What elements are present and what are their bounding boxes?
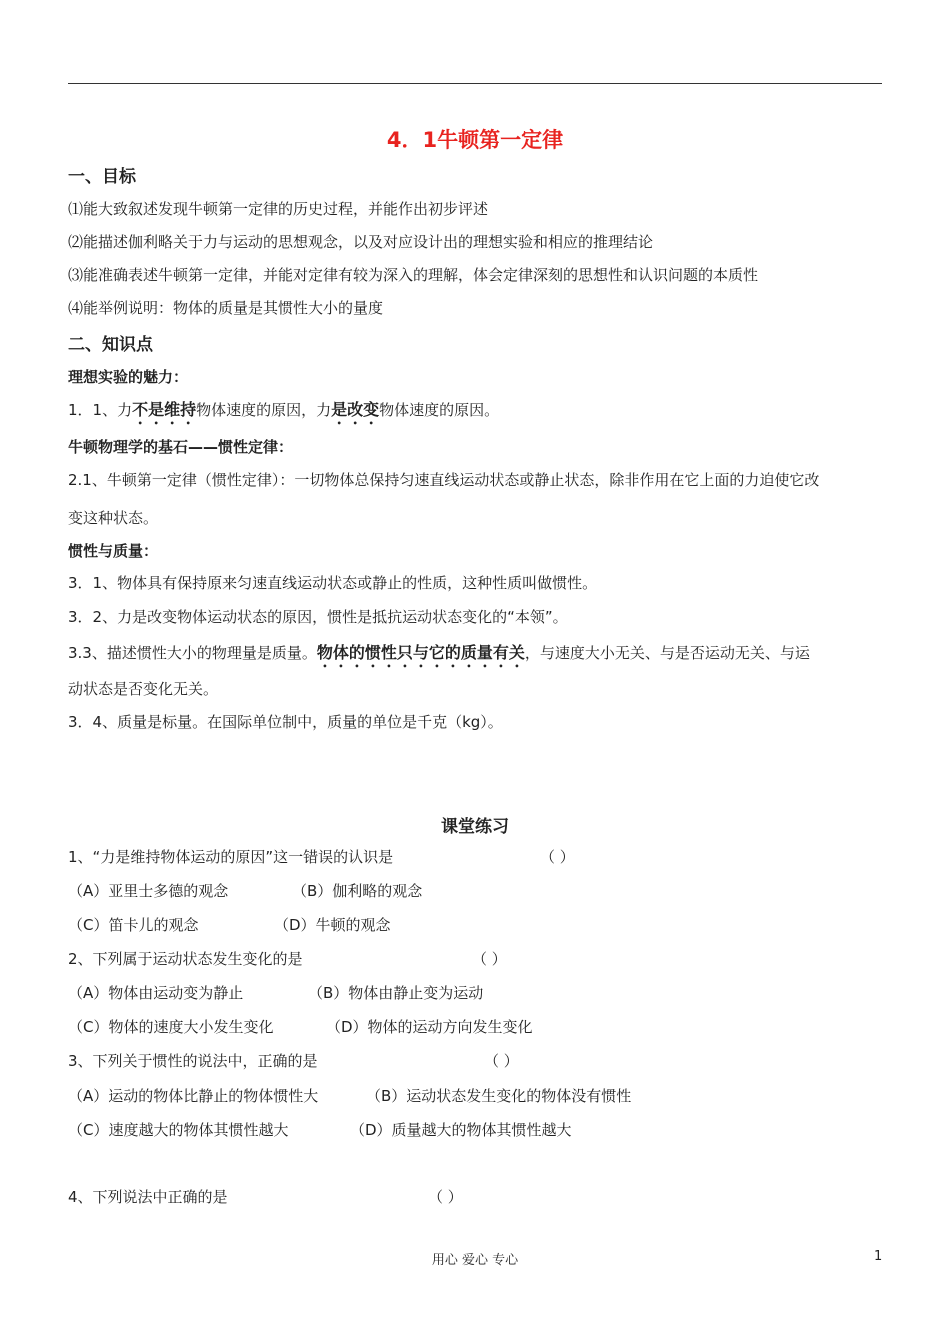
q1-option-b[interactable]: （B）伽利略的观念 [292, 882, 423, 900]
emphasis-text: 是改变 [331, 400, 380, 419]
q3-option-d[interactable]: （D）质量越大的物体其惯性越大 [350, 1121, 572, 1139]
page-title: 4．1牛顿第一定律 [386, 128, 564, 152]
text-span: 1．1、力 [68, 401, 133, 419]
q3-option-c[interactable]: （C）速度越大的物体其惯性越大 [68, 1121, 289, 1139]
question-4-stem: 4、下列说法中正确的是 [68, 1188, 228, 1206]
answer-blank-3[interactable]: （ ） [484, 1052, 519, 1070]
q1-option-d[interactable]: （D）牛顿的观念 [274, 916, 391, 934]
question-3-stem: 3、下列关于惯性的说法中，正确的是 [68, 1052, 318, 1070]
question-2-stem: 2、下列属于运动状态发生变化的是 [68, 950, 303, 968]
text-span: 物体速度的原因。 [379, 401, 500, 419]
page-number: 1 [874, 1249, 883, 1264]
goal-item-4: ⑷能举例说明：物体的质量是其惯性大小的量度 [68, 299, 384, 317]
goal-item-1: ⑴能大致叙述发现牛顿第一定律的历史过程，并能作出初步评述 [68, 200, 489, 218]
knowledge-point-3-2: 3．2、力是改变物体运动状态的原因，惯性是抵抗运动状态变化的“本领”。 [68, 608, 568, 626]
knowledge-point-3-3-line2: 动状态是否变化无关。 [68, 680, 219, 698]
question-1-stem: 1、“力是维持物体运动的原因”这一错误的认识是 [68, 848, 394, 866]
q2-option-d[interactable]: （D）物体的运动方向发生变化 [326, 1018, 533, 1036]
answer-blank-2[interactable]: （ ） [472, 950, 507, 968]
text-span: 物体速度的原因，力 [196, 401, 332, 419]
subheading-ideal-experiment: 理想实验的魅力： [68, 368, 189, 386]
answer-blank-4[interactable]: （ ） [428, 1188, 463, 1206]
goal-item-2: ⑵能描述伽利略关于力与运动的思想观念，以及对应设计出的理想实验和相应的推理结论 [68, 233, 654, 251]
knowledge-point-3-3 [68, 640, 810, 671]
q1-option-a[interactable]: （A）亚里士多德的观念 [68, 882, 229, 900]
knowledge-point-3-1: 3．1、物体具有保持原来匀速直线运动状态或静止的性质，这种性质叫做惯性。 [68, 574, 598, 592]
q2-option-a[interactable]: （A）物体由运动变为静止 [68, 984, 244, 1002]
knowledge-point-3-4: 3．4、质量是标量。在国际单位制中，质量的单位是千克（kg）。 [68, 713, 503, 731]
q3-option-a[interactable]: （A）运动的物体比静止的物体惯性大 [68, 1087, 319, 1105]
answer-blank-1[interactable]: （ ） [540, 848, 575, 866]
emphasis-text: 不是维持 [132, 400, 197, 419]
emphasis-text: 物体的惯性只与它的质量有关 [316, 643, 525, 662]
footer-motto: 用心 爱心 专心 [431, 1253, 519, 1268]
text-span: 3.3、描述惯性大小的物理量是质量。 [68, 644, 317, 662]
q3-option-b[interactable]: （B）运动状态发生变化的物体没有惯性 [366, 1087, 632, 1105]
section-heading-goals: 一、目标 [68, 167, 136, 187]
q2-option-c[interactable]: （C）物体的速度大小发生变化 [68, 1018, 274, 1036]
section-heading-knowledge: 二、知识点 [68, 335, 153, 355]
q2-option-b[interactable]: （B）物体由静止变为运动 [308, 984, 484, 1002]
knowledge-point-2-1-line2: 变这种状态。 [68, 509, 159, 527]
knowledge-point-1-1 [68, 397, 499, 428]
q1-option-c[interactable]: （C）笛卡儿的观念 [68, 916, 199, 934]
text-span: ，与速度大小无关、与是否运动无关、与运 [524, 644, 810, 662]
subheading-inertia-mass: 惯性与质量： [68, 542, 159, 560]
header-rule [68, 83, 882, 84]
exercise-heading: 课堂练习 [441, 817, 509, 837]
goal-item-3: ⑶能准确表述牛顿第一定律，并能对定律有较为深入的理解，体会定律深刻的思想性和认识问题的本质性 [68, 266, 759, 284]
subheading-inertia-law: 牛顿物理学的基石——惯性定律： [68, 438, 294, 456]
knowledge-point-2-1-line1: 2.1、牛顿第一定律（惯性定律）：一切物体总保持匀速直线运动状态或静止状态，除非作用在它上面的力迫使它改 [68, 471, 820, 489]
